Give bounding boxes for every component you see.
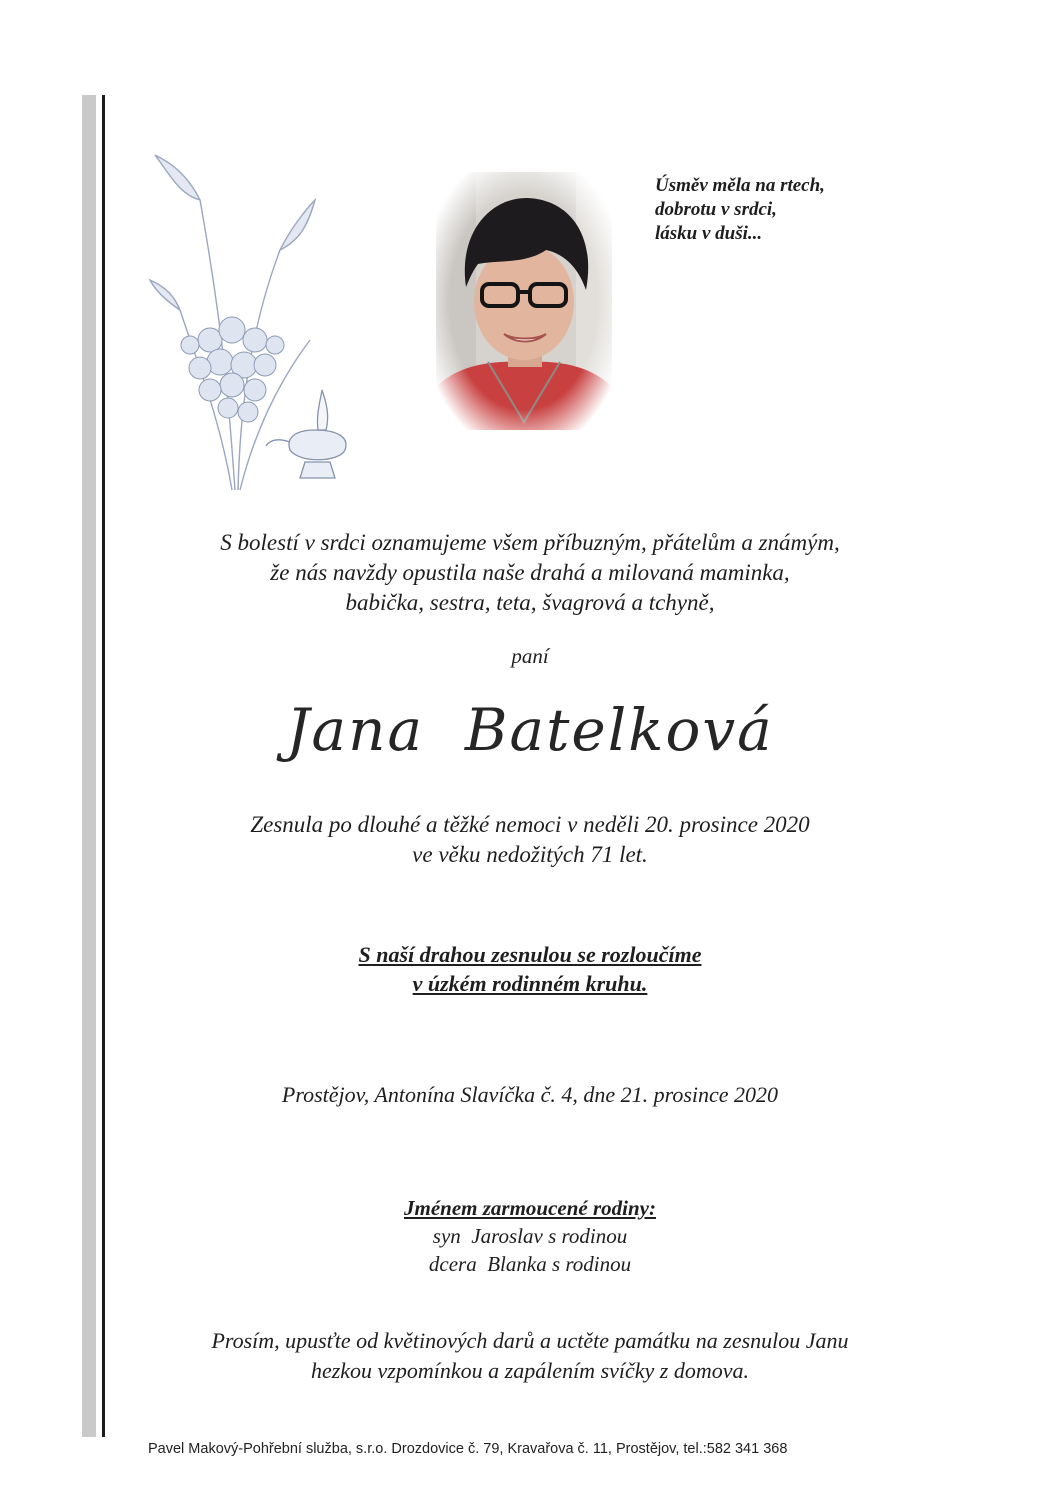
family-member: syn Jaroslav s rodinou [432,1224,628,1248]
request-line: hezkou vzpomínkou a zapálením svíčky z domova. [310,1358,750,1383]
motto-quote [655,174,915,246]
family-member: dcera Blanka s rodinou [428,1252,632,1276]
farewell-line: S naší drahou zesnulou se rozloučíme [358,942,702,967]
left-border-black [102,95,105,1437]
farewell-line: v úzkém rodinném kruhu. [412,971,648,996]
title-word: paní [511,644,549,668]
motto-line: lásku v duši... [655,223,763,244]
left-border-gray [82,95,96,1437]
portrait-photo [436,172,612,430]
motto-line: dobrotu v srdci, [655,199,777,220]
announcement-text [140,528,920,618]
flowers-lamp-illustration [140,140,370,500]
farewell-notice [140,940,920,998]
request-line: Prosím, upusťte od květinových darů a uctěte památku na zesnulou Janu [211,1328,849,1353]
request-text [140,1326,920,1386]
place-date: Prostějov, Antonína Slavíčka č. 4, dne 21. prosince 2020 [281,1082,779,1107]
funeral-service-footer: Pavel Makový-Pohřební služba, s.r.o. Drozdovice č. 79, Kravařova č. 11, Prostějov, tel.:582 341 368 [148,1441,788,1457]
family-header: Jménem zarmoucené rodiny: [404,1196,656,1220]
deceased-name: Jana Batelková [286,696,774,764]
announcement-line: babička, sestra, teta, švagrová a tchyně, [345,590,715,615]
family-signature [140,1194,920,1278]
motto-line: Úsměv měla na rtech, [655,175,825,196]
announcement-line: že nás navždy opustila naše drahá a milovaná maminka, [270,560,790,585]
death-line: ve věku nedožitých 71 let. [412,842,648,867]
death-line: Zesnula po dlouhé a těžké nemoci v neděli 20. prosince 2020 [250,812,810,837]
death-details [140,810,920,870]
announcement-line: S bolestí v srdci oznamujeme všem příbuzným, přátelům a známým, [220,530,840,555]
